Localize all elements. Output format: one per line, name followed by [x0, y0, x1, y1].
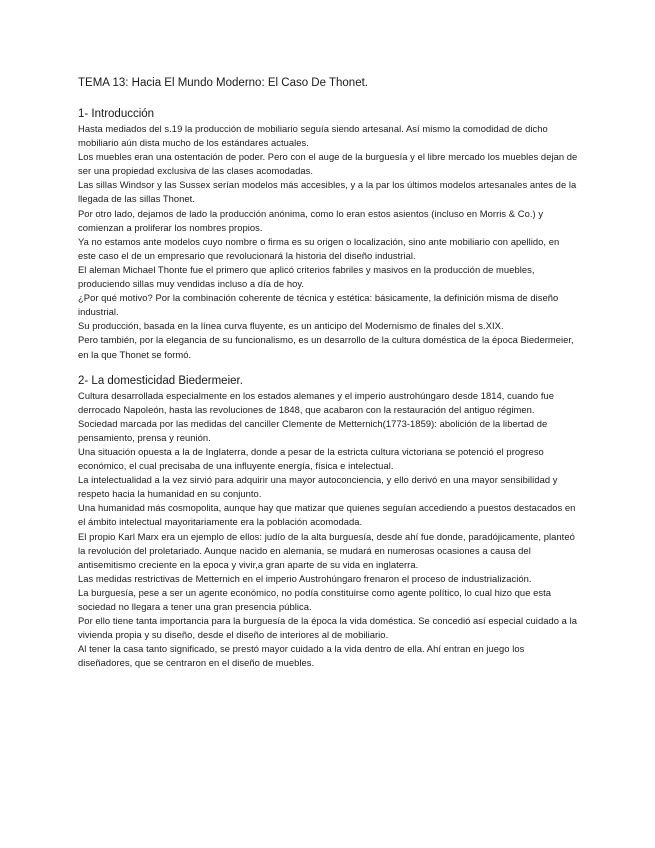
paragraph: Cultura desarrollada especialmente en los estados alemanes y el imperio austrohúngaro desde 1814, cuando fue derrocado Napoleón, hasta las revoluciones de 1848, que acabaron con la restauración del antiguo régimen.: [78, 389, 555, 415]
paragraph: Las medidas restrictivas de Metternich en el imperio Austrohúngaro frenaron el proceso de industrialización.: [78, 572, 532, 584]
section-heading: 2- La domesticidad Biedermeier.: [78, 374, 243, 387]
paragraph: El aleman Michael Thonte fue el primero que aplicó criterios fabriles y masivos en la producción de muebles, produciendo sillas muy vendidas incluso a día de hoy.: [78, 263, 535, 290]
paragraph: El propio Karl Marx era un ejemplo de ellos: judío de la alta burguesía, desde ahí fue donde, paradójicamente, planteó la revolución del proletariado. Aunque nacido en alemania, se mudará en numerosas ocasiones a causa del antisemitismo creciente en la epoca y vivir,a gran aparte de su vida en inglaterra.: [78, 530, 575, 570]
paragraph: Por ello tiene tanta importancia para la burguesía de la época la vida doméstica. Se concedió así especial cuidado a la vivienda propia y su diseño, desde el diseño de interiores al de mobiliario.: [78, 615, 577, 641]
document-title: TEMA 13: Hacia El Mundo Moderno: El Caso De Thonet.: [78, 77, 368, 89]
document-page: [78, 76, 578, 682]
paragraph: Al tener la casa tanto significado, se prestó mayor cuidado a la vida dentro de ella. Ahí entran en juego los diseñadores, que se centraron en el diseño de muebles.: [78, 643, 525, 669]
section-introduccion: [78, 107, 578, 362]
paragraph: Las sillas Windsor y las Sussex serían modelos más accesibles, y a la par los últimos modelos artesanales antes de la llegada de las sillas Thonet.: [78, 179, 577, 205]
paragraph: Su producción, basada en la línea curva fluyente, es un anticipo del Modernismo de finales del s.XIX.: [78, 320, 504, 332]
paragraph: Hasta mediados del s.19 la producción de mobiliario seguía siendo artesanal. Así mismo la comodidad de dicho mobiliario aún dista mucho de los estándares actuales.: [78, 123, 548, 149]
paragraph: Los muebles eran una ostentación de poder. Pero con el auge de la burguesía y el libre mercado los muebles dejan de ser una propiedad exclusiva de las clases acomodadas.: [78, 151, 578, 177]
paragraph: La burguesía, pese a ser un agente económico, no podía constituirse como agente político, lo cual hizo que esta sociedad no llegara a tener una gran presencia pública.: [78, 586, 552, 612]
paragraph: Pero también, por la elegancia de su funcionalismo, es un desarrollo de la cultura doméstica de la época Biedermeier, en la que Thonet se formó.: [78, 334, 574, 360]
paragraph: La intelectualidad a la vez sirvió para adquirir una mayor autoconciencia, y ello derivó en una mayor sensibilidad y respeto hacia la humanidad en su conjunto.: [78, 474, 558, 500]
paragraph: Una situación opuesta a la de Inglaterra, donde a pesar de la estricta cultura victoriana se potenció el progreso económico, el cual precisaba de una influyente energía, física e intelectual.: [78, 445, 544, 472]
section-domesticidad-biedermeier: [78, 374, 578, 671]
section-heading: 1- Introducción: [78, 108, 155, 120]
paragraph: ¿Por qué motivo? Por la combinación coherente de técnica y estética: básicamente, la definición misma de diseño industrial.: [78, 292, 559, 318]
paragraph: Una humanidad más cosmopolita, aunque hay que matizar que quienes seguían accediendo a puestos destacados en el ámbito intelectual mayoritariamente era la población acomodada.: [78, 502, 576, 528]
paragraph: Por otro lado, dejamos de lado la producción anónima, como lo eran estos asientos (incluso en Morris & Co.) y comienzan a proliferar los nombres propios.: [78, 207, 544, 233]
paragraph: Ya no estamos ante modelos cuyo nombre o firma es su origen o localización, sino ante mobiliario con apellido, en este caso el de un empresario que revolucionará la historia del diseño industrial.: [78, 235, 560, 261]
paragraph: Sociedad marcada por las medidas del canciller Clemente de Metternich(1773-1859): abolición de la libertad de pensamiento, prensa y reunión.: [78, 417, 548, 443]
